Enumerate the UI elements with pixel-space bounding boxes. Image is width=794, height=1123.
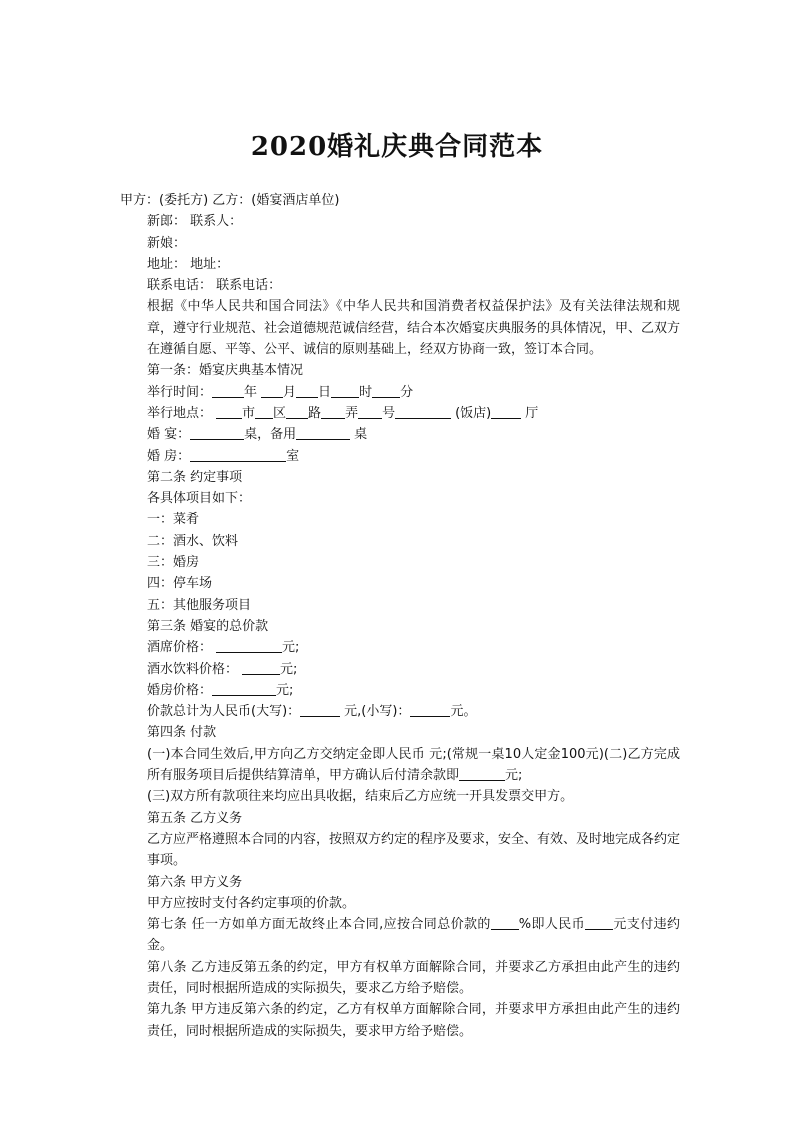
address-line: 地址： 地址：	[147, 256, 230, 272]
item-2: 二：酒水、饮料	[147, 533, 239, 549]
item-4: 四：停车场	[147, 576, 213, 592]
hall-unit: 厅	[525, 405, 539, 421]
percent-blank	[491, 916, 519, 930]
day-blank	[296, 384, 318, 398]
drink-price-unit: 元;	[280, 661, 298, 677]
month-blank	[261, 384, 283, 398]
banquet-line	[120, 424, 680, 445]
minute-blank	[372, 384, 400, 398]
payment-paragraph-2: (三)双方所有款项往来均应出具收据，结束后乙方应统一开具发票交甲方。	[147, 789, 574, 805]
event-time-label: 举行时间：	[147, 384, 213, 400]
payment-paragraph-1	[120, 744, 680, 787]
number-unit: 号	[382, 405, 396, 421]
article-5-text: 乙方应严格遵照本合同的内容，按照双方约定的程序及要求，安全、有效、及时地完成各约定事项。	[147, 831, 681, 869]
event-place-label: 举行地点：	[147, 405, 213, 421]
district-unit: 区	[273, 405, 287, 421]
bridal-room-label: 婚 房：	[147, 448, 191, 464]
article-7-text-a: 第七条 任一方如单方面无故终止本合同,应按合同总价款的	[147, 917, 491, 933]
article-4-heading: 第四条 付款	[147, 725, 217, 741]
spare-tables-blank	[296, 426, 350, 440]
minute-unit: 分	[400, 384, 414, 400]
bridal-room-line	[120, 446, 680, 467]
item-5: 五：其他服务项目	[147, 597, 252, 613]
lane-unit: 弄	[345, 405, 359, 421]
item-1: 一：菜肴	[147, 512, 200, 528]
spare-tables-unit: 桌	[354, 427, 368, 443]
total-price-line	[120, 701, 680, 722]
year-unit: 年	[244, 384, 258, 400]
event-time-line	[120, 382, 680, 403]
table-price-unit: 元;	[282, 640, 300, 656]
article-9-paragraph: 第九条 甲方违反第六条的约定，乙方有权单方面解除合同，并要求甲方承担由此产生的违约责任，同时根据所造成的实际损失，要求甲方给予赔偿。	[147, 1002, 680, 1039]
payment-text-1: (一)本合同生效后,甲方向乙方交纳定金即人民币 元;(常规一桌10人定金100元)(二)乙方完成所有服务项目后提供结算清单，甲方确认后付清余款即	[147, 746, 680, 784]
total-lower-unit: 元。	[450, 704, 477, 720]
document-title: 2020婚礼庆典合同范本	[250, 132, 544, 162]
tables-blank	[190, 426, 244, 440]
month-unit: 月	[283, 384, 297, 400]
total-price-label: 价款总计为人民币(大写)：	[147, 704, 301, 720]
room-price-line	[120, 680, 680, 701]
table-price-blank	[216, 639, 282, 653]
road-blank	[286, 405, 308, 419]
article-6-heading: 第六条 甲方义务	[147, 874, 243, 890]
groom-line: 新郎： 联系人：	[147, 214, 243, 230]
room-price-blank	[212, 682, 276, 696]
banquet-label: 婚 宴：	[147, 427, 191, 443]
bride-line: 新娘：	[147, 235, 187, 251]
article-7-paragraph	[120, 914, 680, 957]
drink-price-line	[120, 659, 680, 680]
hall-blank	[491, 405, 521, 419]
balance-unit: 元;	[505, 768, 523, 784]
drink-price-blank	[242, 661, 280, 675]
article-3-heading: 第三条 婚宴的总价款	[147, 618, 269, 634]
day-unit: 日	[318, 384, 332, 400]
article-7-text-b: %即人民币	[518, 917, 586, 933]
total-lower-blank	[410, 703, 450, 717]
year-blank	[212, 384, 244, 398]
contract-body	[120, 190, 680, 1042]
article-6-text: 甲方应按时支付各约定事项的价款。	[147, 895, 356, 911]
table-price-line	[120, 637, 680, 658]
article-8-paragraph: 第八条 乙方违反第五条的约定，甲方有权单方面解除合同，并要求乙方承担由此产生的违约责任，同时根据所造成的实际损失，要求乙方给予赔偿。	[147, 959, 680, 996]
balance-blank	[459, 767, 505, 781]
hour-blank	[331, 384, 359, 398]
table-price-label: 酒席价格：	[147, 640, 213, 656]
total-upper-blank	[300, 703, 340, 717]
room-blank	[190, 448, 286, 462]
items-intro: 各具体项目如下：	[147, 491, 252, 507]
tables-unit: 桌，备用	[244, 427, 297, 443]
city-blank	[216, 405, 242, 419]
phone-line: 联系电话： 联系电话：	[147, 278, 282, 294]
article-7-text-c: 元支付违约金。	[147, 917, 680, 954]
road-unit: 路	[308, 405, 322, 421]
total-upper-unit: 元,(小写)：	[344, 704, 411, 720]
city-unit: 市	[242, 405, 256, 421]
event-place-line	[120, 403, 680, 424]
lane-blank	[321, 405, 345, 419]
penalty-blank	[585, 916, 613, 930]
item-3: 三：婚房	[147, 555, 200, 571]
room-price-unit: 元;	[276, 682, 294, 698]
hotel-unit: (饭店)	[455, 405, 492, 421]
hotel-blank	[395, 405, 451, 419]
preamble-paragraph: 根据《中华人民共和国合同法》《中华人民共和国消费者权益保护法》及有关法律法规和规章，遵守行业规范、社会道德规范诚信经营，结合本次婚宴庆典服务的具体情况，甲、乙双方在遵循自愿、平等、公平、诚信的原则基础上，经双方协商一致，签订本合同。	[147, 299, 681, 358]
article-5-heading: 第五条 乙方义务	[147, 810, 243, 826]
drink-price-label: 酒水饮料价格：	[147, 661, 239, 677]
article-1-heading: 第一条：婚宴庆典基本情况	[147, 363, 304, 379]
number-blank	[358, 405, 382, 419]
room-price-label: 婚房价格：	[147, 682, 213, 698]
article-2-heading: 第二条 约定事项	[147, 469, 243, 485]
room-unit: 室	[286, 448, 300, 464]
district-blank	[255, 405, 273, 419]
hour-unit: 时	[359, 384, 373, 400]
parties-line: 甲方：(委托方) 乙方：(婚宴酒店单位)	[120, 193, 340, 208]
